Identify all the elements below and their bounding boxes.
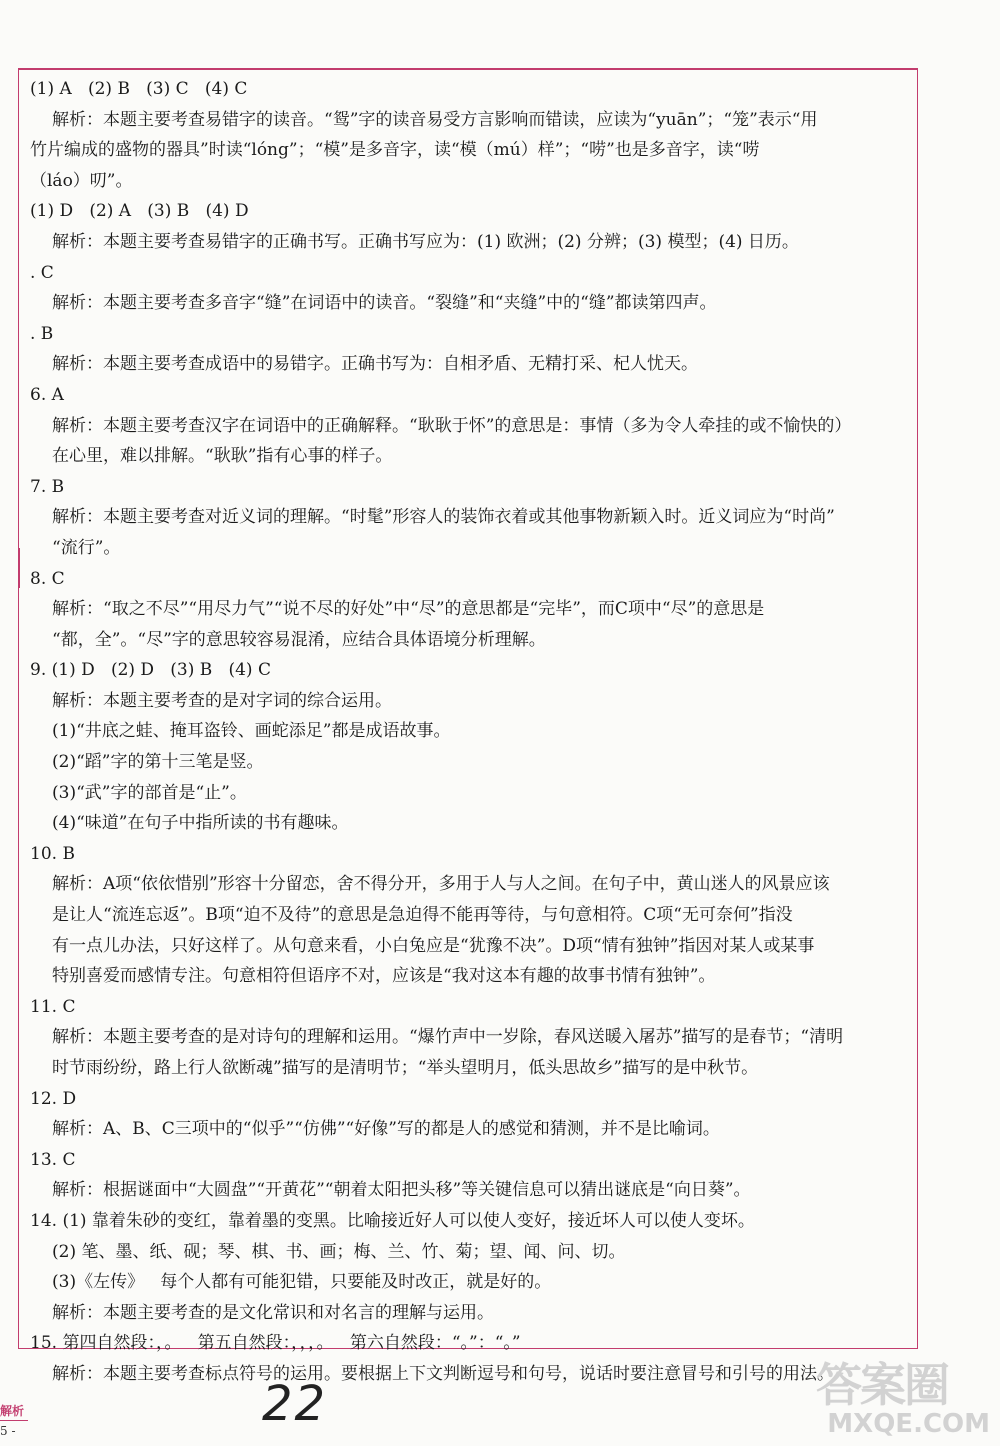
margin-mark bbox=[18, 548, 20, 588]
text-line: 在心里，难以排解。“耿耿”指有心事的样子。 bbox=[52, 446, 393, 467]
text-line: 解析：本题主要考查多音字“缝”在词语中的读音。“裂缝”和“夹缝”中的“缝”都读第四声。 bbox=[52, 293, 717, 314]
text-line: 12. D bbox=[30, 1088, 77, 1109]
text-line: 解析：A项“依依惜别”形容十分留恋，舍不得分开，多用于人与人之间。在句子中，黄山迷人的风景应该 bbox=[52, 874, 830, 895]
text-line: . B bbox=[30, 323, 54, 344]
text-line: 解析：本题主要考查的是对诗句的理解和运用。“爆竹声中一岁除，春风送暖入屠苏”描写的是春节；“清明 bbox=[52, 1027, 844, 1048]
text-line: 解析：“取之不尽”“用尽力气”“说不尽的好处”中“尽”的意思都是“完毕”，而C项中“尽”的意思是 bbox=[52, 599, 765, 620]
text-line: (3)《左传》 每个人都有可能犯错，只要能及时改正，就是好的。 bbox=[52, 1272, 552, 1293]
text-line: 13. C bbox=[30, 1149, 76, 1170]
text-line: 解析：本题主要考查的是对字词的综合运用。 bbox=[52, 690, 392, 711]
watermark bbox=[816, 1360, 996, 1440]
handwritten-page-number: 22 bbox=[262, 1376, 328, 1432]
text-line: 时节雨纷纷，路上行人欲断魂”描写的是清明节；“举头望明月，低头思故乡”描写的是中秋节。 bbox=[52, 1058, 759, 1078]
text-line: 14. (1) 靠着朱砂的变红，靠着墨的变黑。比喻接近好人可以使人变好，接近坏人可以使人变坏。 bbox=[30, 1210, 755, 1231]
watermark-logo-text: 答案圈 bbox=[816, 1358, 948, 1412]
text-line: 15. 第四自然段：，。 第五自然段：，，，。 第六自然段：“。”：“。” bbox=[30, 1333, 521, 1354]
answer-content bbox=[30, 74, 910, 1390]
text-line: 6. A bbox=[30, 384, 64, 405]
text-line: “都，全”。“尽”字的意思较容易混淆，应结合具体语境分析理解。 bbox=[52, 629, 546, 650]
text-line: (1) D (2) A (3) B (4) D bbox=[30, 201, 249, 222]
text-line: 7. B bbox=[30, 476, 65, 497]
text-line: (3)“武”字的部首是“止”。 bbox=[52, 782, 247, 803]
text-line: 有一点儿办法，只好这样了。从句意来看，小白兔应是“犹豫不决”。D项“情有独钟”指因对某人或某事 bbox=[52, 935, 815, 956]
text-line: 8. C bbox=[30, 568, 65, 589]
text-line: 解析：A、B、C三项中的“似乎”“仿佛”“好像”写的都是人的感觉和猜测，并不是比喻词。 bbox=[52, 1119, 720, 1140]
footer-section-label: 解析 bbox=[0, 1404, 25, 1418]
text-line: （láo）叨”。 bbox=[30, 170, 133, 191]
text-line: 解析：本题主要考查的是文化常识和对名言的理解与运用。 bbox=[52, 1302, 494, 1323]
text-line: “流行”。 bbox=[52, 537, 121, 558]
text-line: 解析：本题主要考查汉字在词语中的正确解释。“耿耿于怀”的意思是：事情（多为令人牵挂的或不愉快的） bbox=[52, 415, 852, 436]
text-line: 特别喜爱而感情专注。句意相符但语序不对，应该是“我对这本有趣的故事书情有独钟”。 bbox=[52, 966, 716, 987]
text-line: (1) A (2) B (3) C (4) C bbox=[30, 79, 248, 99]
footer-page-number: 5 - bbox=[0, 1424, 16, 1438]
text-line: 11. C bbox=[30, 996, 76, 1017]
text-line: (4)“味道”在句子中指所读的书有趣味。 bbox=[52, 813, 349, 834]
text-line: 解析：本题主要考查成语中的易错字。正确书写为：自相矛盾、无精打采、杞人忧天。 bbox=[52, 354, 698, 375]
text-line: (2) 笔、墨、纸、砚；琴、棋、书、画；梅、兰、竹、菊；望、闻、问、切。 bbox=[52, 1241, 626, 1262]
text-line: 10. B bbox=[30, 843, 75, 864]
watermark-url: MXQE.COM bbox=[827, 1409, 990, 1439]
text-line: 9. (1) D (2) D (3) B (4) C bbox=[30, 660, 271, 681]
text-line: 解析：本题主要考查标点符号的运用。要根据上下文判断逗号和句号，说话时要注意冒号和引号的用法。 bbox=[52, 1363, 834, 1384]
text-line: (1)“井底之蛙、掩耳盗铃、画蛇添足”都是成语故事。 bbox=[52, 721, 451, 742]
text-line: 解析：本题主要考查对近义词的理解。“时髦”形容人的装饰衣着或其他事物新颖入时。近义词应为“时尚” bbox=[52, 507, 835, 528]
footer-rule bbox=[0, 1420, 28, 1421]
text-line: 是让人“流连忘返”。B项“迫不及待”的意思是急迫得不能再等待，与句意相符。C项“无可奈何”指没 bbox=[52, 905, 793, 926]
text-line: . C bbox=[30, 262, 54, 283]
text-line: 解析：本题主要考查易错字的读音。“鸳”字的读音易受方言影响而错读，应读为“yuān”；“笼”表示“用 bbox=[52, 109, 818, 130]
text-line: (2)“蹈”字的第十三笔是竖。 bbox=[52, 752, 264, 773]
text-line: 解析：本题主要考查易错字的正确书写。正确书写应为：(1) 欧洲；(2) 分辨；(3) 模型；(4) 日历。 bbox=[52, 231, 799, 252]
text-line: 竹片编成的盛物的器具”时读“lóng”；“模”是多音字，读“模（mú）样”；“唠”也是多音字，读“唠 bbox=[30, 140, 760, 161]
text-line: 解析：根据谜面中“大圆盘”“开黄花”“朝着太阳把头移”等关键信息可以猜出谜底是“向日葵”。 bbox=[52, 1180, 751, 1201]
